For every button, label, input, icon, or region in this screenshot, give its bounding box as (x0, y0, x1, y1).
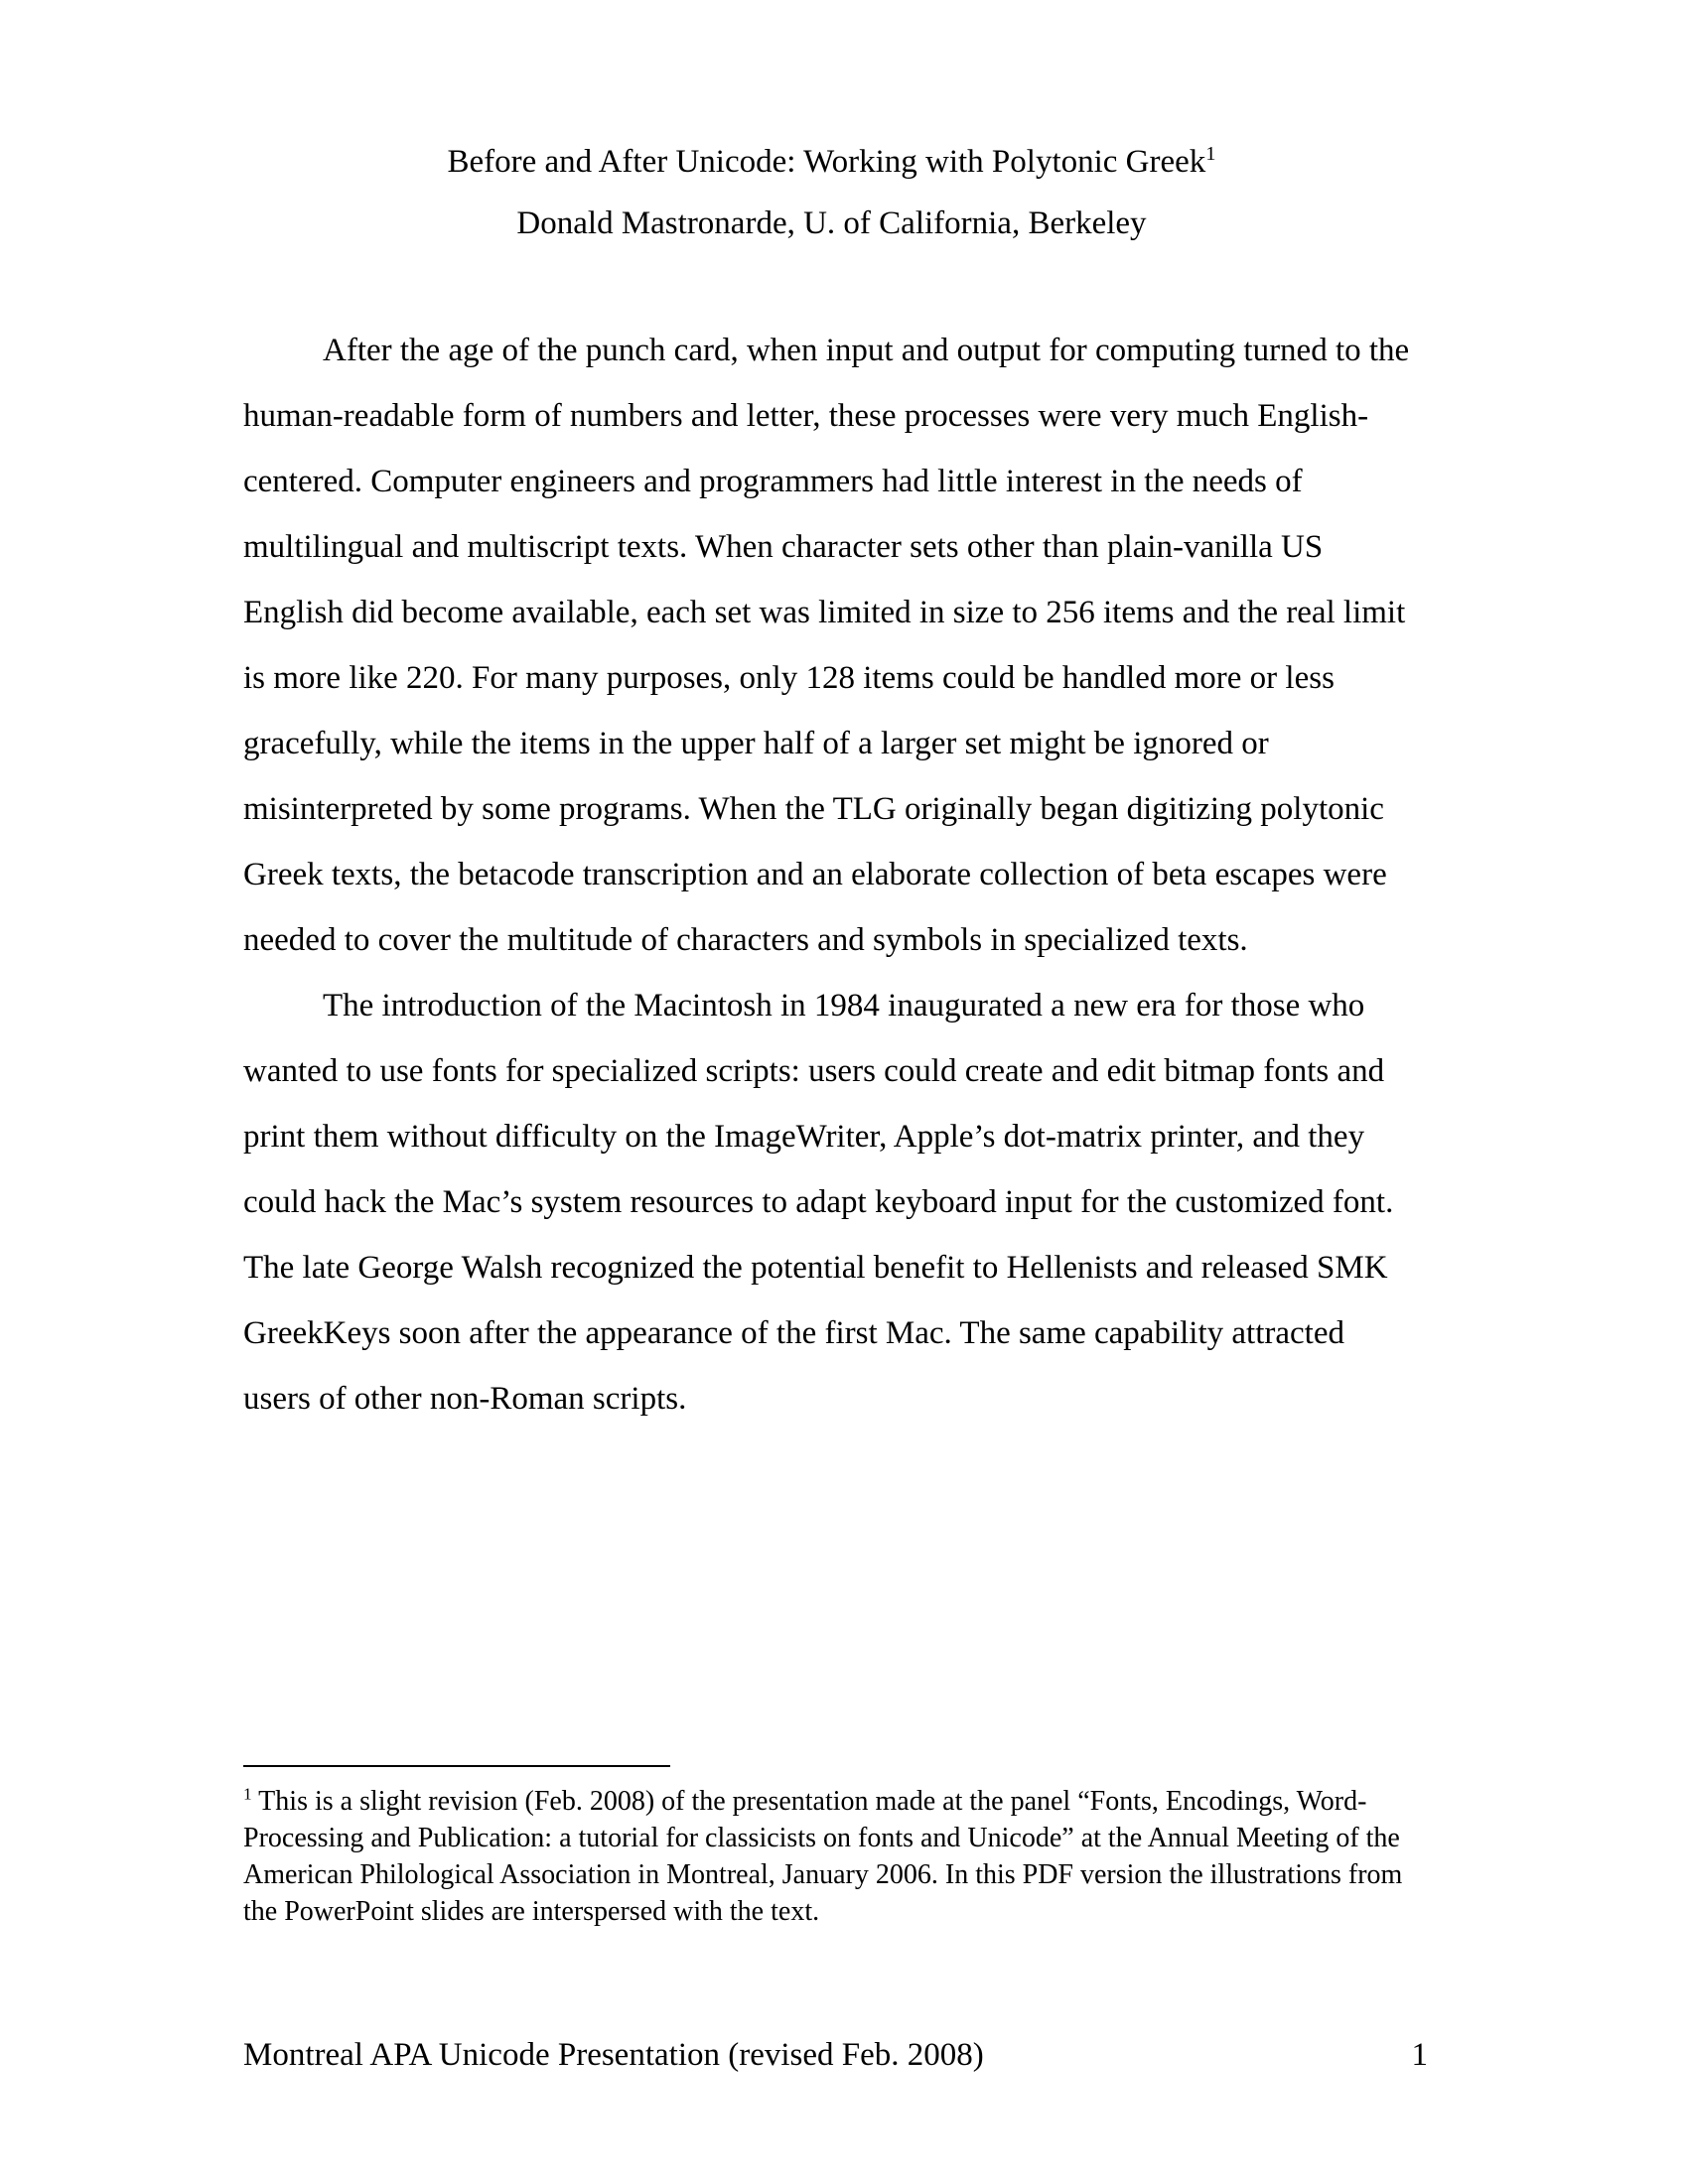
author-line: Donald Mastronarde, U. of California, Berkeley (516, 205, 1147, 241)
page-number: 1 (1411, 2037, 1428, 2073)
footnote-body: This is a slight revision (Feb. 2008) of the presentation made at the panel “Fonts, Encodings, Word-Processing and Publication: a tutorial for classicists on fonts and Unicode” at the Annual Meeting of the American Philological Association in Montreal, January 2006. In this PDF version the illustrations from the PowerPoint slides are interspersed with the text. (243, 1786, 1403, 1927)
title-block (243, 131, 1420, 254)
paper-title (243, 131, 1420, 193)
footnote-marker: 1 (243, 1784, 252, 1804)
title-footnote-reference: 1 (1205, 143, 1216, 165)
body-paragraph: The introduction of the Macintosh in 1984 inaugurated a new era for those who wanted to use fonts for specialized scripts: users could create and edit bitmap fonts and print them without difficulty on the ImageWriter, Apple’s dot-matrix printer, and they could hack the Mac’s system resources to adapt keyboard input for the customized font. The late George Walsh recognized the potential benefit to Hellenists and released SMK GreekKeys soon after the appearance of the first Mac. The same capability attracted users of other non-Roman scripts. (243, 988, 1394, 1417)
paper-title-text: Before and After Unicode: Working with Polytonic Greek (447, 144, 1206, 180)
page-footer (243, 2037, 1428, 2074)
footnote-separator-rule (243, 1765, 670, 1767)
body-text (243, 318, 1420, 1432)
body-paragraph: After the age of the punch card, when input and output for computing turned to the human-readable form of numbers and letter, these processes were very much English-centered. Computer engineers and programmers had little interest in the needs of multilingual and multiscript texts. When character sets other than plain-vanilla US English did become available, each set was limited in size to 256 items and the real limit is more like 220. For many purposes, only 128 items could be handled more or less gracefully, while the items in the upper half of a larger set might be ignored or misinterpreted by some programs. When the TLG originally began digitizing polytonic Greek texts, the betacode transcription and an elaborate collection of beta escapes were needed to cover the multitude of characters and symbols in specialized texts. (243, 333, 1410, 958)
footnote-text (243, 1783, 1420, 1930)
footnote-area (243, 1765, 1420, 1930)
footer-running-title: Montreal APA Unicode Presentation (revised Feb. 2008) (243, 2037, 984, 2073)
